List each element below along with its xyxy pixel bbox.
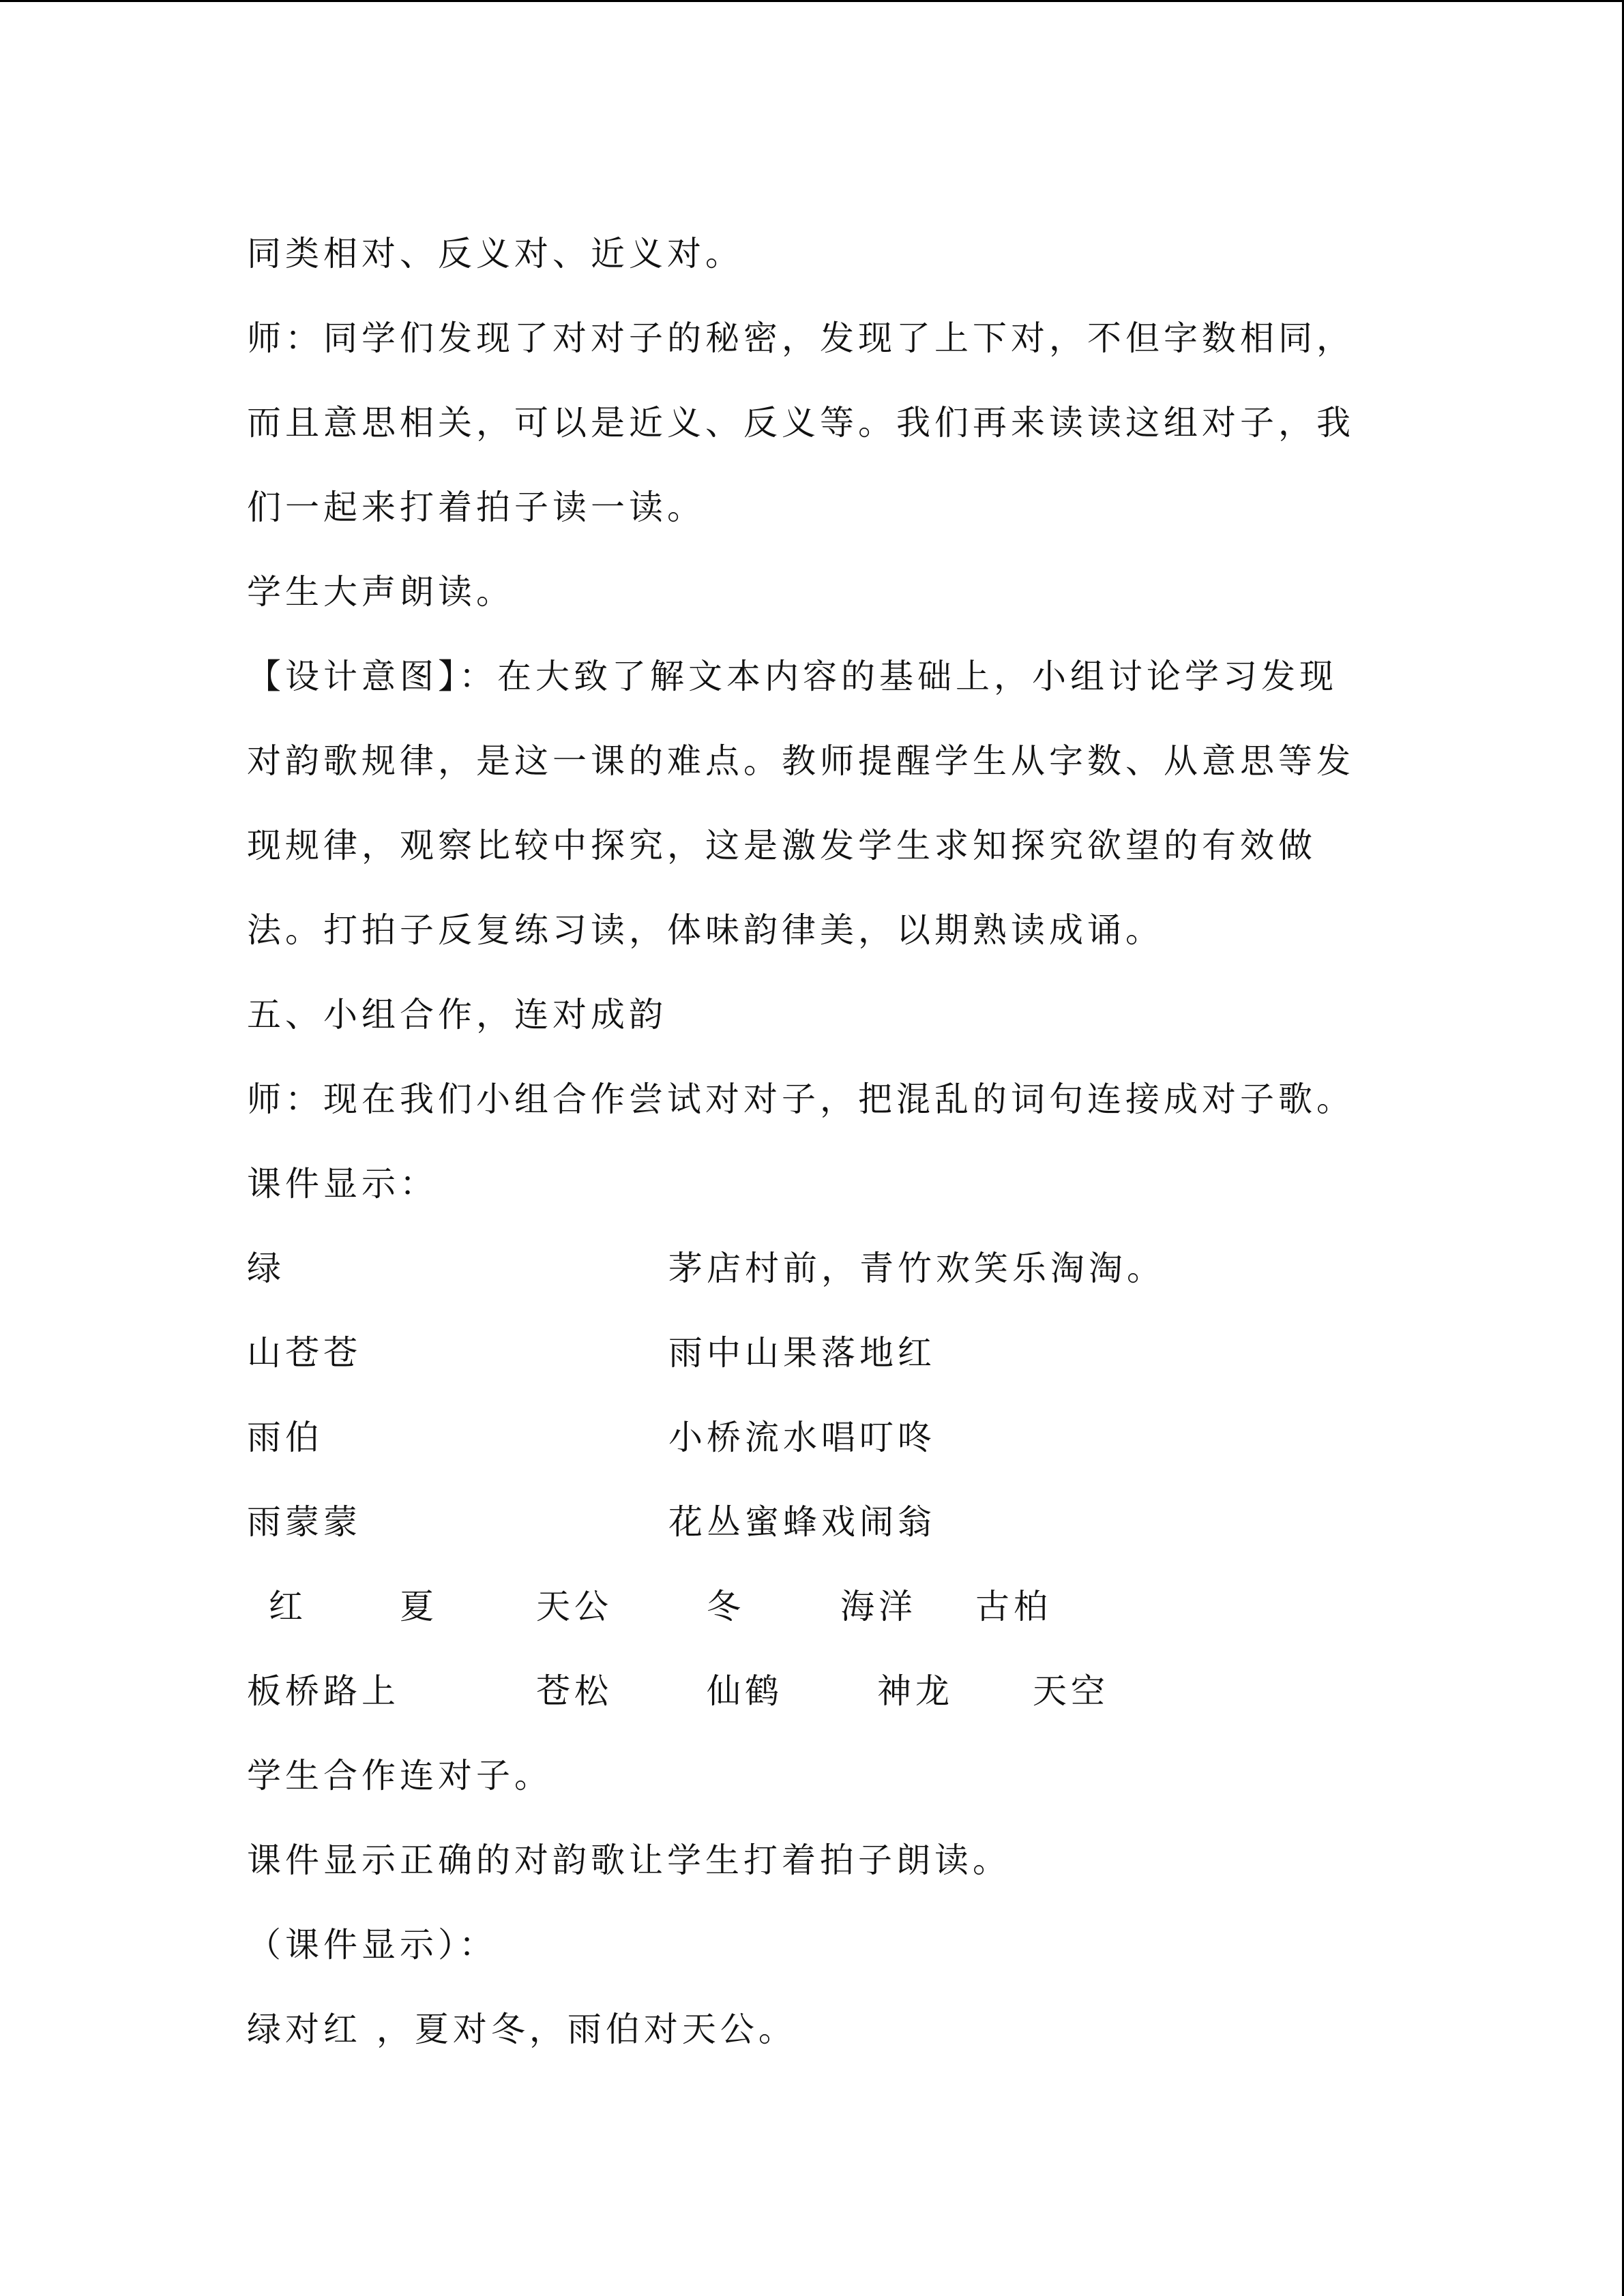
couplet-right: 茅店村前，青竹欢笑乐淘淘。 <box>668 1249 1165 1288</box>
paragraph: 学生合作连对子。 <box>247 1756 552 1795</box>
paragraph: 们一起来打着拍子读一读。 <box>247 488 705 527</box>
paragraph: 师：现在我们小组合作尝试对对子，把混乱的词句连接成对子歌。 <box>247 1079 1355 1119</box>
paragraph: 现规律，观察比较中探究，这是激发学生求知探究欲望的有效做 <box>247 826 1316 865</box>
word-item: 天空 <box>1033 1671 1109 1711</box>
paragraph: 师：同学们发现了对对子的秘密，发现了上下对，不但字数相同， <box>247 318 1355 358</box>
paragraph: 对韵歌规律，是这一课的难点。教师提醒学生从字数、从意思等发 <box>247 741 1355 781</box>
paragraph: 同类相对、反义对、近义对。 <box>247 234 743 273</box>
couplet-pair-row <box>247 1311 1365 1395</box>
document-body <box>247 211 1365 2072</box>
word-item: 天公 <box>536 1587 612 1626</box>
couplet-pair-row <box>247 1480 1365 1564</box>
word-item: 夏 <box>400 1587 438 1626</box>
paragraph: 课件显示正确的对韵歌让学生打着拍子朗读。 <box>247 1840 1011 1880</box>
couplet-left: 山苍苍 <box>247 1333 361 1373</box>
paragraph: 而且意思相关，可以是近义、反义等。我们再来读读这组对子，我 <box>247 403 1355 443</box>
couplet-pair-row <box>247 1395 1365 1480</box>
couplet-right: 雨中山果落地红 <box>668 1333 936 1373</box>
couplet-right: 花丛蜜蜂戏闹翁 <box>668 1502 936 1542</box>
word-item: 红 <box>269 1587 307 1626</box>
paragraph: 课件显示： <box>247 1164 438 1204</box>
paragraph: （课件显示）： <box>247 1925 497 1965</box>
word-item: 海洋 <box>840 1587 917 1626</box>
paragraph: 学生大声朗读。 <box>247 572 514 612</box>
word-bank-row <box>247 1564 1365 1649</box>
word-item: 神龙 <box>877 1671 954 1711</box>
word-item: 古柏 <box>975 1587 1052 1626</box>
couplet-pair-row <box>247 1226 1365 1311</box>
couplet-right: 小桥流水唱叮咚 <box>668 1418 936 1457</box>
paragraph: 绿对红 ，夏对冬，雨伯对天公。 <box>247 2010 797 2049</box>
paragraph: 法。打拍子反复练习读，体味韵律美，以期熟读成诵。 <box>247 910 1164 950</box>
design-intent-paragraph: 【设计意图】：在大致了解文本内容的基础上，小组讨论学习发现 <box>247 657 1338 696</box>
section-heading: 五、小组合作，连对成韵 <box>247 995 667 1034</box>
word-item: 苍松 <box>536 1671 612 1711</box>
couplet-left: 雨蒙蒙 <box>247 1502 361 1542</box>
word-item: 冬 <box>707 1587 745 1626</box>
couplet-left: 雨伯 <box>247 1418 323 1457</box>
page-top-border <box>0 0 1624 2</box>
word-item: 板桥路上 <box>247 1671 400 1711</box>
word-item: 仙鹤 <box>707 1671 783 1711</box>
couplet-left: 绿 <box>247 1249 285 1288</box>
word-bank-row <box>247 1649 1365 1733</box>
